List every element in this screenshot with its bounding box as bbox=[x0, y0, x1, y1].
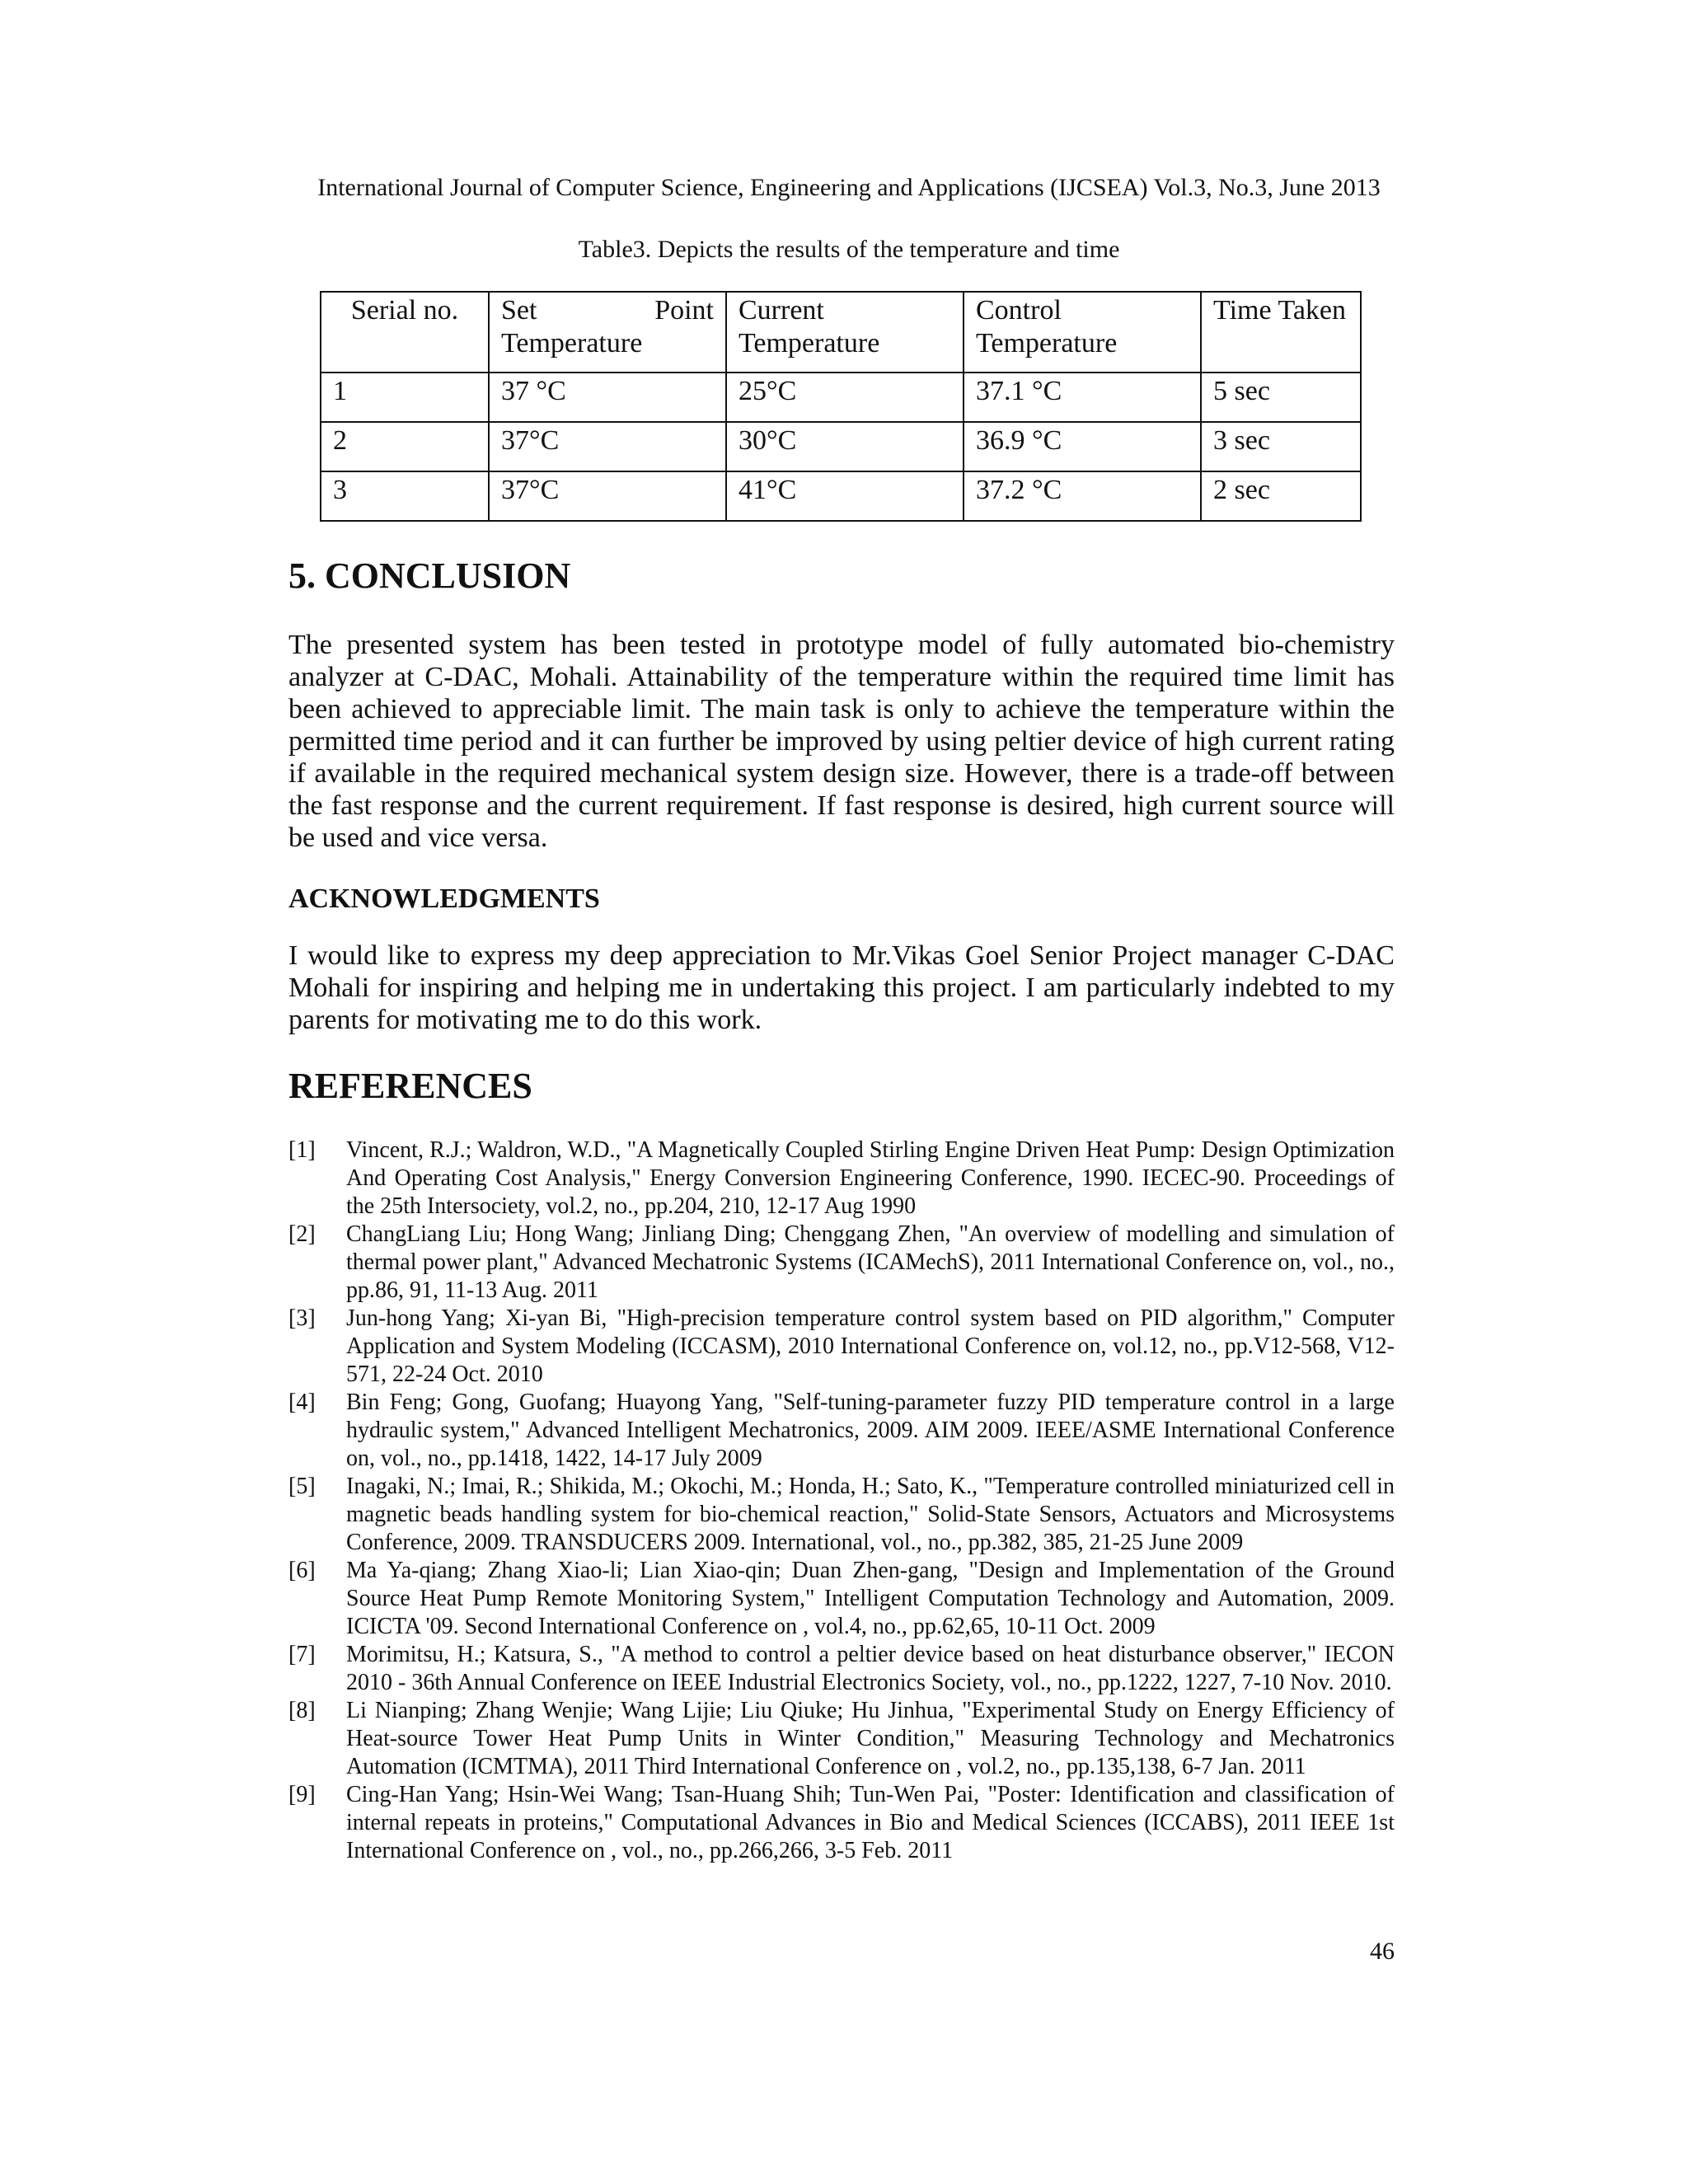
acknowledgments-heading: ACKNOWLEDGMENTS bbox=[288, 883, 600, 914]
reference-item bbox=[288, 1221, 1395, 1305]
reference-text: ChangLiang Liu; Hong Wang; Jinliang Ding; Chenggang Zhen, "An overview of modelling and simulation of thermal power plant," Advanced Mechatronic Systems (ICAMechS), 2011 International Conference on, vol., no., pp.86, 91, 11-13 Aug. 2011 bbox=[346, 1221, 1395, 1303]
header-set-word: Set bbox=[501, 295, 537, 326]
running-header: International Journal of Computer Science, Engineering and Applications (IJCSEA) Vol.3, No.3, June 2013 bbox=[317, 174, 1381, 201]
reference-text: Cing-Han Yang; Hsin-Wei Wang; Tsan-Huang Shih; Tun-Wen Pai, "Poster: Identification and classification of internal repeats in proteins," Computational Advances in Bio and Medical Sciences (ICCABS), 2011 IEEE 1st International Conference on , vol., no., pp.266,266, 3-5 Feb. 2011 bbox=[346, 1782, 1395, 1863]
header-serial: Serial no. bbox=[321, 292, 489, 373]
reference-item bbox=[288, 1473, 1395, 1557]
reference-item bbox=[288, 1557, 1395, 1641]
cell-set-point: 37°C bbox=[489, 471, 726, 521]
reference-item bbox=[288, 1641, 1395, 1697]
results-table bbox=[320, 291, 1362, 522]
reference-text: Morimitsu, H.; Katsura, S., "A method to control a peltier device based on heat disturbance observer," IECON 2010 - 36th Annual Conference on IEEE Industrial Electronics Society, vol., no., pp.1222, 1227, 7-10 Nov. 2010. bbox=[346, 1642, 1395, 1695]
header-time-taken: Time Taken bbox=[1201, 292, 1361, 373]
reference-item bbox=[288, 1697, 1395, 1781]
reference-number: [5] bbox=[288, 1474, 316, 1499]
reference-number: [9] bbox=[288, 1782, 316, 1807]
cell-time: 3 sec bbox=[1201, 422, 1361, 471]
reference-number: [3] bbox=[288, 1305, 316, 1331]
reference-text: Li Nianping; Zhang Wenjie; Wang Lijie; Liu Qiuke; Hu Jinhua, "Experimental Study on Energy Efficiency of Heat-source Tower Heat Pump Units in Winter Condition," Measuring Technology and Mechatronics Automation (ICMTMA), 2011 Third International Conference on , vol.2, no., pp.135,138, 6-7 Jan. 2011 bbox=[346, 1698, 1395, 1779]
reference-text: Ma Ya-qiang; Zhang Xiao-li; Lian Xiao-qin; Duan Zhen-gang, "Design and Implementation of the Ground Source Heat Pump Remote Monitoring System," Intelligent Computation Technology and Automation, 2009. ICICTA '09. Second International Conference on , vol.4, no., pp.62,65, 10-11 Oct. 2009 bbox=[346, 1558, 1395, 1639]
reference-number: [2] bbox=[288, 1221, 316, 1247]
table-row bbox=[321, 471, 1361, 521]
cell-current: 41°C bbox=[726, 471, 964, 521]
conclusion-heading: 5. CONCLUSION bbox=[288, 555, 571, 596]
conclusion-paragraph: The presented system has been tested in prototype model of fully automated bio-chemistry analyzer at C-DAC, Mohali. Attainability of the temperature within the required time limit has been achieved to appreciable limit. The main task is only to achieve the temperature within the permitted time period and it can further be improved by using peltier device of high current rating if available in the required mechanical system design size. However, there is a trade-off between the fast response and the current requirement. If fast response is desired, high current source will be used and vice versa. bbox=[288, 630, 1395, 853]
table-row bbox=[321, 422, 1361, 471]
table-caption: Table3. Depicts the results of the temperature and time bbox=[578, 236, 1120, 263]
reference-number: [1] bbox=[288, 1137, 316, 1163]
cell-set-point: 37 °C bbox=[489, 373, 726, 422]
cell-serial: 2 bbox=[321, 422, 489, 471]
reference-number: [6] bbox=[288, 1558, 316, 1583]
cell-current: 30°C bbox=[726, 422, 964, 471]
reference-item bbox=[288, 1137, 1395, 1221]
header-current-temperature: Current Temperature bbox=[726, 292, 964, 373]
references-heading: REFERENCES bbox=[288, 1066, 532, 1106]
header-set-point-temperature bbox=[489, 292, 726, 373]
cell-time: 2 sec bbox=[1201, 471, 1361, 521]
reference-text: Vincent, R.J.; Waldron, W.D., "A Magnetically Coupled Stirling Engine Driven Heat Pump: Design Optimization And Operating Cost Analysis," Energy Conversion Engineering Conference, 1990. IECEC-90. Proceedings of the 25th Intersociety, vol.2, no., pp.204, 210, 12-17 Aug 1990 bbox=[346, 1137, 1395, 1219]
cell-serial: 1 bbox=[321, 373, 489, 422]
acknowledgments-paragraph: I would like to express my deep appreciation to Mr.Vikas Goel Senior Project manager C-DAC Mohali for inspiring and helping me in undertaking this project. I am particularly indebted to my parents for motivating me to do this work. bbox=[288, 940, 1395, 1035]
cell-control: 37.1 °C bbox=[964, 373, 1201, 422]
reference-item bbox=[288, 1305, 1395, 1389]
cell-control: 36.9 °C bbox=[964, 422, 1201, 471]
reference-item bbox=[288, 1389, 1395, 1473]
cell-set-point: 37°C bbox=[489, 422, 726, 471]
reference-number: [4] bbox=[288, 1390, 316, 1415]
header-control-temperature: Control Temperature bbox=[964, 292, 1201, 373]
table-row bbox=[321, 373, 1361, 422]
reference-text: Inagaki, N.; Imai, R.; Shikida, M.; Okochi, M.; Honda, H.; Sato, K., "Temperature controlled miniaturized cell in magnetic beads handling system for bio-chemical reaction," Solid-State Sensors, Actuators and Microsystems Conference, 2009. TRANSDUCERS 2009. International, vol., no., pp.382, 385, 21-25 June 2009 bbox=[346, 1474, 1395, 1555]
reference-item bbox=[288, 1781, 1395, 1865]
reference-list bbox=[288, 1137, 1395, 1865]
cell-serial: 3 bbox=[321, 471, 489, 521]
cell-control: 37.2 °C bbox=[964, 471, 1201, 521]
table-header-row bbox=[321, 292, 1361, 373]
reference-text: Jun-hong Yang; Xi-yan Bi, "High-precision temperature control system based on PID algorithm," Computer Application and System Modeling (ICCASM), 2010 International Conference on, vol.12, no., pp.V12-568, V12-571, 22-24 Oct. 2010 bbox=[346, 1305, 1395, 1387]
cell-time: 5 sec bbox=[1201, 373, 1361, 422]
header-temperature-word: Temperature bbox=[501, 328, 643, 359]
reference-number: [7] bbox=[288, 1642, 316, 1667]
cell-current: 25°C bbox=[726, 373, 964, 422]
header-point-word: Point bbox=[654, 295, 714, 326]
reference-number: [8] bbox=[288, 1698, 316, 1723]
reference-text: Bin Feng; Gong, Guofang; Huayong Yang, "Self-tuning-parameter fuzzy PID temperature control in a large hydraulic system," Advanced Intelligent Mechatronics, 2009. AIM 2009. IEEE/ASME International Conference on, vol., no., pp.1418, 1422, 14-17 July 2009 bbox=[346, 1390, 1395, 1471]
page-number: 46 bbox=[1370, 1938, 1395, 1965]
